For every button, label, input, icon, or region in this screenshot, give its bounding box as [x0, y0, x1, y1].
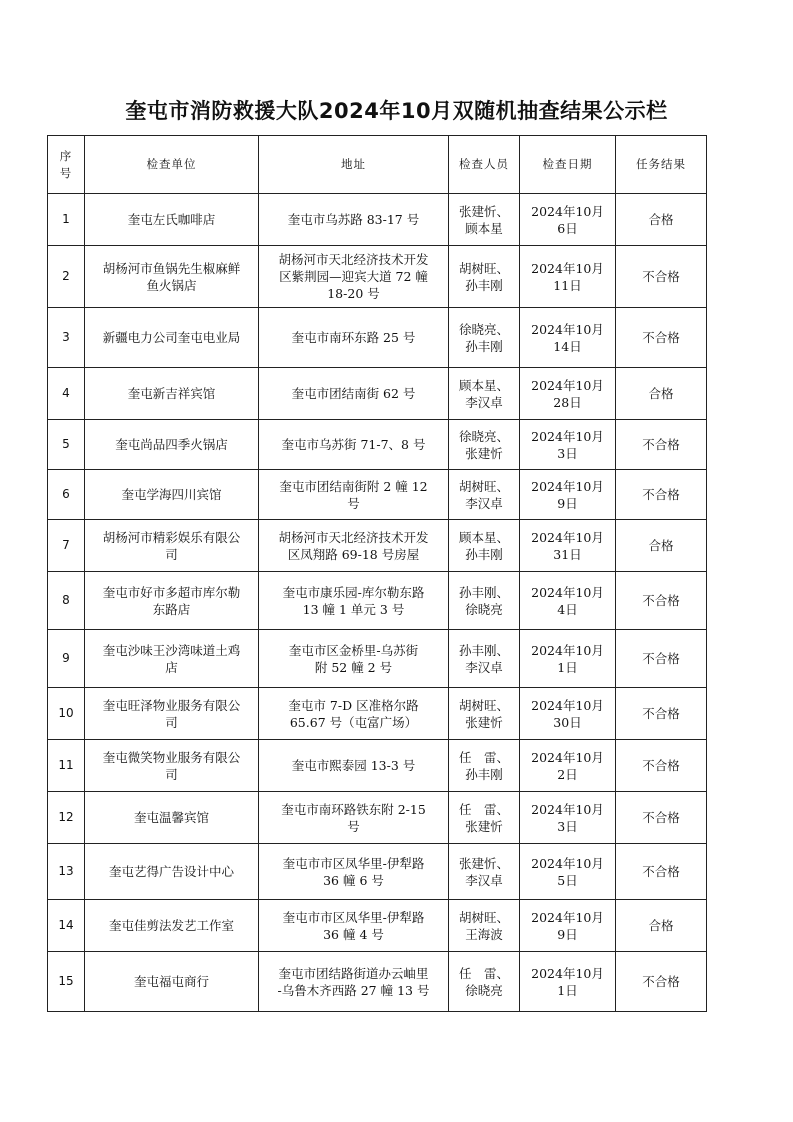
inspectors-cell-line: 孙丰刚、: [458, 642, 509, 658]
seq-cell-line: 5: [62, 437, 70, 451]
address-cell-line: 36 幢 6 号: [323, 872, 384, 888]
unit-cell-line: 店: [165, 659, 178, 675]
header-result-line: 任务结果: [636, 157, 686, 171]
seq-cell: [48, 246, 85, 308]
seq-cell: [48, 308, 85, 368]
seq-cell-line: 2: [62, 269, 70, 283]
seq-cell: [48, 630, 85, 688]
date-cell-line: 2024年10月: [531, 855, 604, 871]
unit-cell-line: 司: [165, 714, 178, 730]
date-cell-line: 2024年10月: [531, 697, 604, 713]
unit-cell: [85, 952, 259, 1012]
inspectors-cell: [449, 572, 520, 630]
inspectors-cell-line: 胡树旺、: [458, 909, 509, 925]
seq-cell: [48, 194, 85, 246]
address-cell-line: 36 幢 4 号: [323, 926, 384, 942]
address-cell: [259, 194, 449, 246]
page-title: 奎屯市消防救援大队2024年10月双随机抽查结果公示栏: [125, 99, 668, 123]
seq-cell-line: 3: [62, 330, 70, 344]
unit-cell: [85, 308, 259, 368]
date-cell-line: 2024年10月: [531, 321, 604, 337]
date-cell-line: 2024年10月: [531, 909, 604, 925]
table-row: [48, 470, 707, 520]
seq-cell: [48, 900, 85, 952]
unit-cell: [85, 368, 259, 420]
date-cell: [520, 246, 616, 308]
inspectors-cell: [449, 900, 520, 952]
unit-cell-line: 新疆电力公司奎屯电业局: [102, 330, 241, 345]
unit-cell-line: 奎屯左氏咖啡店: [127, 212, 216, 227]
inspectors-cell: [449, 246, 520, 308]
address-cell-line: 奎屯市团结南街附 2 幢 12: [279, 478, 428, 494]
result-cell-line: 不合格: [642, 706, 680, 721]
address-cell: [259, 952, 449, 1012]
inspectors-cell-line: 张建忻: [465, 445, 503, 461]
inspectors-cell-line: 徐晓亮: [465, 982, 503, 998]
result-cell-line: 合格: [648, 538, 674, 553]
header-unit: [85, 136, 259, 194]
header-unit-line: 检查单位: [146, 157, 197, 171]
unit-cell: [85, 740, 259, 792]
address-cell-line: 附 52 幢 2 号: [314, 659, 393, 675]
result-cell-line: 不合格: [642, 651, 680, 666]
inspectors-cell-line: 张建忻: [465, 714, 503, 730]
result-cell: [616, 246, 707, 308]
date-cell: [520, 630, 616, 688]
address-cell-line: 奎屯市区金桥里-乌苏街: [288, 642, 419, 658]
inspectors-cell-line: 李汉卓: [465, 394, 503, 410]
seq-cell: [48, 740, 85, 792]
address-cell-line: 13 幢 1 单元 3 号: [302, 601, 405, 617]
date-cell-line: 31日: [553, 546, 582, 562]
date-cell-line: 2024年10月: [531, 965, 604, 981]
table-row: [48, 740, 707, 792]
unit-cell: [85, 572, 259, 630]
address-cell: [259, 630, 449, 688]
inspectors-cell-line: 王海波: [465, 926, 503, 942]
inspectors-cell-line: 李汉卓: [465, 495, 503, 511]
inspectors-cell: [449, 952, 520, 1012]
result-cell: [616, 792, 707, 844]
result-cell: [616, 844, 707, 900]
date-cell: [520, 572, 616, 630]
date-cell-line: 2024年10月: [531, 642, 604, 658]
result-cell-line: 不合格: [642, 864, 680, 879]
result-cell: [616, 368, 707, 420]
unit-cell-line: 奎屯新吉祥宾馆: [127, 386, 216, 401]
address-cell-line: 胡杨河市天北经济技术开发: [278, 252, 429, 267]
seq-cell-line: 9: [62, 651, 70, 665]
date-cell-line: 9日: [557, 926, 578, 942]
address-cell-line: 区紫荆园—迎宾大道 72 幢: [279, 269, 428, 284]
seq-cell: [48, 520, 85, 572]
result-cell-line: 不合格: [642, 974, 680, 989]
seq-cell-line: 13: [58, 864, 74, 878]
header-row: [48, 136, 707, 194]
unit-cell: [85, 194, 259, 246]
date-cell: [520, 520, 616, 572]
result-cell: [616, 572, 707, 630]
result-cell: [616, 520, 707, 572]
header-date-line: 检查日期: [542, 157, 593, 171]
table-row: [48, 900, 707, 952]
date-cell-line: 5日: [557, 872, 578, 888]
header-address: [259, 136, 449, 194]
address-cell-line: 奎屯市市区凤华里-伊犁路: [282, 855, 425, 871]
unit-cell-line: 胡杨河市精彩娱乐有限公: [102, 529, 241, 545]
seq-cell: [48, 952, 85, 1012]
result-cell-line: 不合格: [642, 487, 680, 502]
date-cell-line: 2024年10月: [531, 801, 604, 817]
result-cell-line: 不合格: [642, 330, 680, 345]
inspectors-cell-line: 孙丰刚: [465, 766, 503, 782]
unit-cell-line: 东路店: [152, 601, 191, 617]
result-cell-line: 合格: [648, 212, 674, 227]
table-body: [48, 194, 707, 1012]
seq-cell: [48, 470, 85, 520]
unit-cell-line: 奎屯学海四川宾馆: [121, 487, 222, 502]
inspectors-cell-line: 胡树旺、: [458, 478, 509, 494]
seq-cell: [48, 572, 85, 630]
unit-cell: [85, 420, 259, 470]
inspectors-cell-line: 徐晓亮、: [458, 428, 509, 444]
result-cell-line: 不合格: [642, 810, 680, 825]
unit-cell: [85, 470, 259, 520]
date-cell: [520, 470, 616, 520]
result-cell: [616, 470, 707, 520]
table-row: [48, 520, 707, 572]
header-seq-line: 序: [59, 148, 73, 163]
inspectors-cell-line: 孙丰刚: [465, 546, 503, 562]
header-seq-line: 号: [59, 165, 73, 180]
inspectors-cell-line: 顾本星、: [458, 529, 509, 545]
address-cell: [259, 792, 449, 844]
address-cell: [259, 688, 449, 740]
inspectors-cell-line: 任 雷、: [458, 965, 509, 981]
table-row: [48, 630, 707, 688]
date-cell-line: 9日: [557, 495, 578, 511]
address-cell: [259, 520, 449, 572]
table-row: [48, 246, 707, 308]
header-seq: [48, 136, 85, 194]
address-cell: [259, 368, 449, 420]
date-cell-line: 11日: [553, 277, 582, 293]
result-cell: [616, 308, 707, 368]
inspectors-cell-line: 李汉卓: [465, 659, 503, 675]
date-cell-line: 3日: [557, 818, 578, 834]
date-cell-line: 14日: [553, 338, 582, 354]
table-row: [48, 420, 707, 470]
inspectors-cell-line: 孙丰刚: [465, 338, 503, 354]
seq-cell: [48, 792, 85, 844]
header-address-line: 地址: [341, 157, 366, 171]
seq-cell: [48, 420, 85, 470]
table-row: [48, 194, 707, 246]
inspectors-cell: [449, 194, 520, 246]
table-row: [48, 844, 707, 900]
date-cell-line: 1日: [557, 982, 578, 998]
seq-cell-line: 12: [58, 810, 74, 824]
date-cell-line: 3日: [557, 445, 578, 461]
seq-cell-line: 8: [62, 593, 70, 607]
table-row: [48, 688, 707, 740]
date-cell: [520, 792, 616, 844]
header-result: [616, 136, 707, 194]
unit-cell: [85, 520, 259, 572]
seq-cell-line: 14: [58, 918, 74, 932]
inspectors-cell-line: 顾本星: [465, 220, 503, 236]
seq-cell-line: 6: [62, 487, 70, 501]
inspection-results-table: [47, 135, 707, 1012]
date-cell-line: 6日: [557, 220, 578, 236]
address-cell: [259, 246, 449, 308]
unit-cell-line: 奎屯艺得广告设计中心: [108, 864, 234, 879]
date-cell-line: 2024年10月: [531, 428, 604, 444]
inspectors-cell-line: 张建忻: [465, 818, 503, 834]
unit-cell-line: 胡杨河市鱼锅先生椒麻鲜: [102, 260, 241, 276]
unit-cell-line: 司: [165, 766, 178, 782]
inspectors-cell: [449, 844, 520, 900]
table-row: [48, 952, 707, 1012]
address-cell-line: 奎屯市市区凤华里-伊犁路: [282, 909, 425, 925]
result-cell-line: 不合格: [642, 593, 680, 608]
result-cell-line: 合格: [648, 386, 674, 401]
unit-cell: [85, 630, 259, 688]
inspectors-cell-line: 张建忻、: [458, 855, 509, 871]
inspectors-cell-line: 任 雷、: [458, 801, 509, 817]
inspectors-cell-line: 张建忻、: [458, 203, 509, 219]
unit-cell-line: 奎屯旺泽物业服务有限公: [102, 697, 241, 713]
date-cell-line: 2024年10月: [531, 478, 604, 494]
date-cell: [520, 844, 616, 900]
date-cell-line: 2024年10月: [531, 260, 604, 276]
unit-cell: [85, 792, 259, 844]
address-cell-line: -乌鲁木齐西路 27 幢 13 号: [277, 982, 430, 998]
table-row: [48, 792, 707, 844]
inspectors-cell-line: 孙丰刚: [465, 277, 503, 293]
address-cell-line: 奎屯市团结路街道办云岫里: [278, 965, 429, 981]
inspectors-cell: [449, 368, 520, 420]
date-cell-line: 28日: [553, 394, 582, 410]
date-cell-line: 2024年10月: [531, 529, 604, 545]
address-cell-line: 奎屯市康乐园-库尔勒东路: [282, 584, 425, 600]
inspectors-cell-line: 徐晓亮: [465, 601, 503, 617]
date-cell-line: 2024年10月: [531, 584, 604, 600]
unit-cell: [85, 900, 259, 952]
address-cell: [259, 420, 449, 470]
seq-cell-line: 4: [62, 386, 70, 400]
header-date: [520, 136, 616, 194]
inspectors-cell: [449, 520, 520, 572]
address-cell-line: 奎屯市乌苏路 83-17 号: [287, 212, 420, 227]
unit-cell-line: 奎屯沙味王沙湾味道土鸡: [102, 642, 241, 658]
inspectors-cell: [449, 792, 520, 844]
date-cell: [520, 688, 616, 740]
unit-cell: [85, 246, 259, 308]
date-cell-line: 2024年10月: [531, 377, 604, 393]
inspectors-cell-line: 胡树旺、: [458, 697, 509, 713]
address-cell: [259, 308, 449, 368]
result-cell: [616, 194, 707, 246]
address-cell-line: 奎屯市熙泰园 13-3 号: [291, 758, 416, 773]
unit-cell-line: 奎屯佳剪法发艺工作室: [108, 918, 234, 933]
address-cell-line: 18-20 号: [327, 286, 380, 301]
result-cell: [616, 740, 707, 792]
unit-cell-line: 奎屯福屯商行: [133, 974, 209, 989]
inspectors-cell: [449, 688, 520, 740]
date-cell: [520, 900, 616, 952]
address-cell-line: 奎屯市南环路铁东附 2-15: [281, 801, 426, 817]
result-cell: [616, 952, 707, 1012]
seq-cell-line: 10: [58, 706, 74, 720]
date-cell: [520, 368, 616, 420]
unit-cell-line: 奎屯市好市多超市库尔勒: [102, 584, 241, 600]
header-inspectors: [449, 136, 520, 194]
date-cell-line: 4日: [557, 601, 578, 617]
address-cell: [259, 572, 449, 630]
unit-cell-line: 鱼火锅店: [146, 277, 197, 293]
result-cell: [616, 630, 707, 688]
date-cell-line: 2日: [557, 766, 578, 782]
inspectors-cell: [449, 630, 520, 688]
table-header: [48, 136, 707, 194]
result-cell: [616, 420, 707, 470]
date-cell-line: 30日: [553, 714, 582, 730]
date-cell: [520, 420, 616, 470]
inspectors-cell: [449, 470, 520, 520]
inspectors-cell: [449, 308, 520, 368]
inspectors-cell-line: 顾本星、: [458, 377, 509, 393]
unit-cell-line: 司: [165, 546, 178, 562]
result-cell: [616, 900, 707, 952]
seq-cell: [48, 688, 85, 740]
seq-cell: [48, 844, 85, 900]
date-cell: [520, 952, 616, 1012]
address-cell: [259, 844, 449, 900]
unit-cell-line: 奎屯尚品四季火锅店: [115, 437, 228, 452]
result-cell-line: 不合格: [642, 437, 680, 452]
date-cell-line: 2024年10月: [531, 749, 604, 765]
address-cell-line: 奎屯市 7-D 区准格尔路: [288, 697, 419, 713]
date-cell: [520, 308, 616, 368]
seq-cell-line: 15: [58, 974, 74, 988]
table-row: [48, 368, 707, 420]
address-cell-line: 号: [347, 495, 360, 511]
table-row: [48, 572, 707, 630]
address-cell-line: 区凤翔路 69-18 号房屋: [287, 546, 420, 562]
table-row: [48, 308, 707, 368]
address-cell-line: 奎屯市团结南街 62 号: [291, 386, 416, 401]
seq-cell-line: 1: [62, 212, 70, 226]
result-cell-line: 合格: [648, 918, 674, 933]
address-cell-line: 号: [347, 818, 360, 834]
header-inspectors-line: 检查人员: [459, 157, 509, 171]
address-cell: [259, 740, 449, 792]
inspectors-cell-line: 徐晓亮、: [458, 321, 509, 337]
inspectors-cell: [449, 420, 520, 470]
address-cell-line: 胡杨河市天北经济技术开发: [278, 529, 429, 545]
date-cell: [520, 740, 616, 792]
seq-cell-line: 7: [62, 538, 70, 552]
inspectors-cell-line: 李汉卓: [465, 872, 503, 888]
inspectors-cell-line: 孙丰刚、: [458, 584, 509, 600]
inspectors-cell-line: 任 雷、: [458, 749, 509, 765]
result-cell-line: 不合格: [642, 758, 680, 773]
seq-cell: [48, 368, 85, 420]
date-cell-line: 2024年10月: [531, 203, 604, 219]
date-cell: [520, 194, 616, 246]
unit-cell-line: 奎屯微笑物业服务有限公: [102, 749, 241, 765]
address-cell: [259, 900, 449, 952]
inspectors-cell: [449, 740, 520, 792]
address-cell-line: 奎屯市南环东路 25 号: [291, 330, 416, 345]
seq-cell-line: 11: [58, 758, 74, 772]
address-cell: [259, 470, 449, 520]
inspectors-cell-line: 胡树旺、: [458, 260, 509, 276]
unit-cell: [85, 844, 259, 900]
address-cell-line: 65.67 号（屯富广场）: [289, 714, 418, 730]
result-cell: [616, 688, 707, 740]
unit-cell-line: 奎屯温馨宾馆: [133, 810, 209, 825]
unit-cell: [85, 688, 259, 740]
address-cell-line: 奎屯市乌苏街 71-7、8 号: [281, 437, 426, 452]
result-cell-line: 不合格: [642, 269, 680, 284]
date-cell-line: 1日: [557, 659, 578, 675]
